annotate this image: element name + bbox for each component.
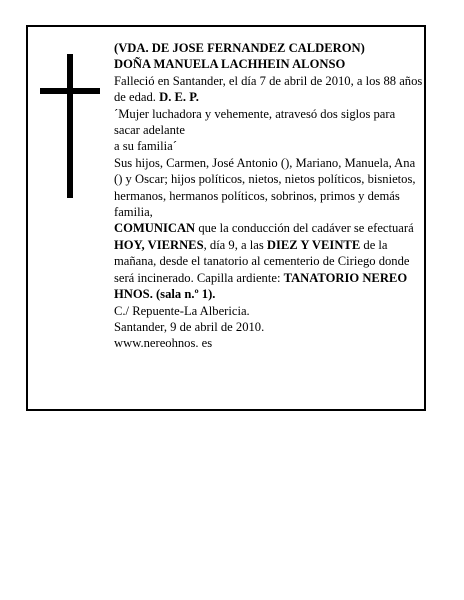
- funeral-time: DIEZ Y VEINTE: [266, 237, 361, 252]
- funeral-text-2: , día 9, a las: [203, 237, 264, 252]
- chapel-name: TANATORIO NEREO HNOS. (sala n.º 1).: [114, 270, 408, 302]
- obituary-notice: [26, 25, 426, 411]
- website-line: www.nereohnos. es: [114, 336, 213, 351]
- family-paragraph: Sus hijos, Carmen, José Antonio (), Mariano, Manuela, Ana () y Oscar; hijos políticos, nietos, nietos políticos, bisnietos, hermanos, hermanos políticos, sobrinos, primos y demás familia,: [114, 155, 416, 220]
- notice-title-deceased-name: DOÑA MANUELA LACHHEIN ALONSO: [114, 57, 346, 72]
- funeral-day: HOY, VIERNES: [114, 237, 204, 252]
- quote-line-2: a su familia´: [114, 139, 177, 154]
- funeral-text-1: que la conducción del cadáver se efectuará: [198, 221, 414, 236]
- death-text: Falleció en Santander, el día 7 de abril de 2010, a los 88 años de edad.: [114, 73, 423, 105]
- funeral-paragraph: [114, 220, 424, 302]
- notice-text: [114, 40, 424, 352]
- comunican-label: COMUNICAN: [114, 221, 196, 236]
- address-line: C./ Repuente-La Albericia.: [114, 303, 250, 318]
- notice-title-widow-of: (VDA. DE JOSE FERNANDEZ CALDERON): [114, 41, 365, 55]
- funeral-text-3: de la mañana, desde el tanatorio al cementerio de Ciriego donde será incinerado. Capilla ardiente:: [114, 237, 410, 285]
- quote-line-1: ´Mujer luchadora y vehemente, atravesó dos siglos para sacar adelante: [114, 106, 396, 138]
- cross-icon: [40, 54, 100, 198]
- death-paragraph: [114, 73, 424, 106]
- date-line: Santander, 9 de abril de 2010.: [114, 319, 265, 334]
- rip-label: D. E. P.: [159, 90, 199, 105]
